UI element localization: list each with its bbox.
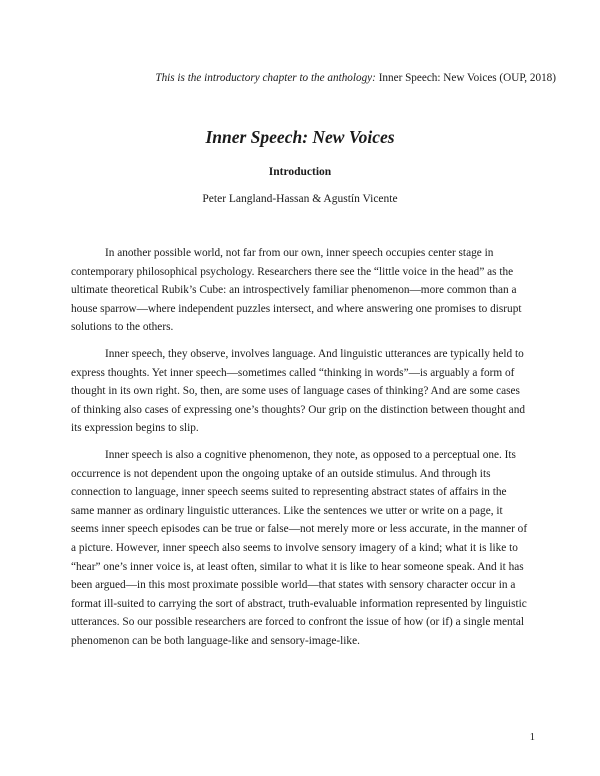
header-note-citation: Inner Speech: New Voices (OUP, 2018) bbox=[375, 72, 556, 84]
header-note bbox=[60, 71, 556, 85]
document-title: Inner Speech: New Voices bbox=[205, 127, 395, 147]
paragraph: Inner speech is also a cognitive phenomenon, they note, as opposed to a perceptual one. Its occurrence is not dependent upon the ongoing uptake of an outside stimulus. And through its connection to language, inner speech seems suited to representing abstract states of affairs in the same manner as ordinary linguistic utterances. Like the sentences we utter or write on a page, it seems inner speech episodes can be true or false—not merely more or less accurate, in the manner of a picture. However, inner speech also seems to involve sensory imagery of a kind; what it is like to “hear” one’s inner voice is, at least often, similar to what it is like to hear someone speak. And it has been argued—in this most proximate possible world—that states with sensory character occur in a format ill-suited to carrying the sort of abstract, truth-evaluable information represented by linguistic utterances. So our possible researchers are forced to confront the issue of how (or if) a single mental phenomenon can be both language-like and sensory-image-like. bbox=[71, 448, 528, 647]
header-note-italic: This is the introductory chapter to the anthology: bbox=[155, 72, 376, 84]
paragraph: In another possible world, not far from our own, inner speech occupies center stage in contemporary philosophical psychology. Researchers there see the “little voice in the head” as the ultimate theoretical Rubik’s Cube: an introspectively familiar phenomenon—more common than a house sparrow—where independent puzzles intersect, and where answering one promises to disrupt solutions to the others. bbox=[71, 247, 522, 334]
paragraph: Inner speech, they observe, involves language. And linguistic utterances are typically held to express thoughts. Yet inner speech—sometimes called “thinking in words”—is arguably a form of thought in its own right. So, then, are some uses of language cases of thinking? And are some cases of thinking also cases of expressing one’s thoughts? Our grip on the distinction between thought and its expression begins to slip. bbox=[71, 347, 525, 435]
body-text bbox=[71, 244, 531, 658]
section-heading: Introduction bbox=[268, 166, 332, 178]
authors-line: Peter Langland-Hassan & Agustín Vicente bbox=[202, 193, 398, 205]
page-number: 1 bbox=[529, 732, 535, 743]
